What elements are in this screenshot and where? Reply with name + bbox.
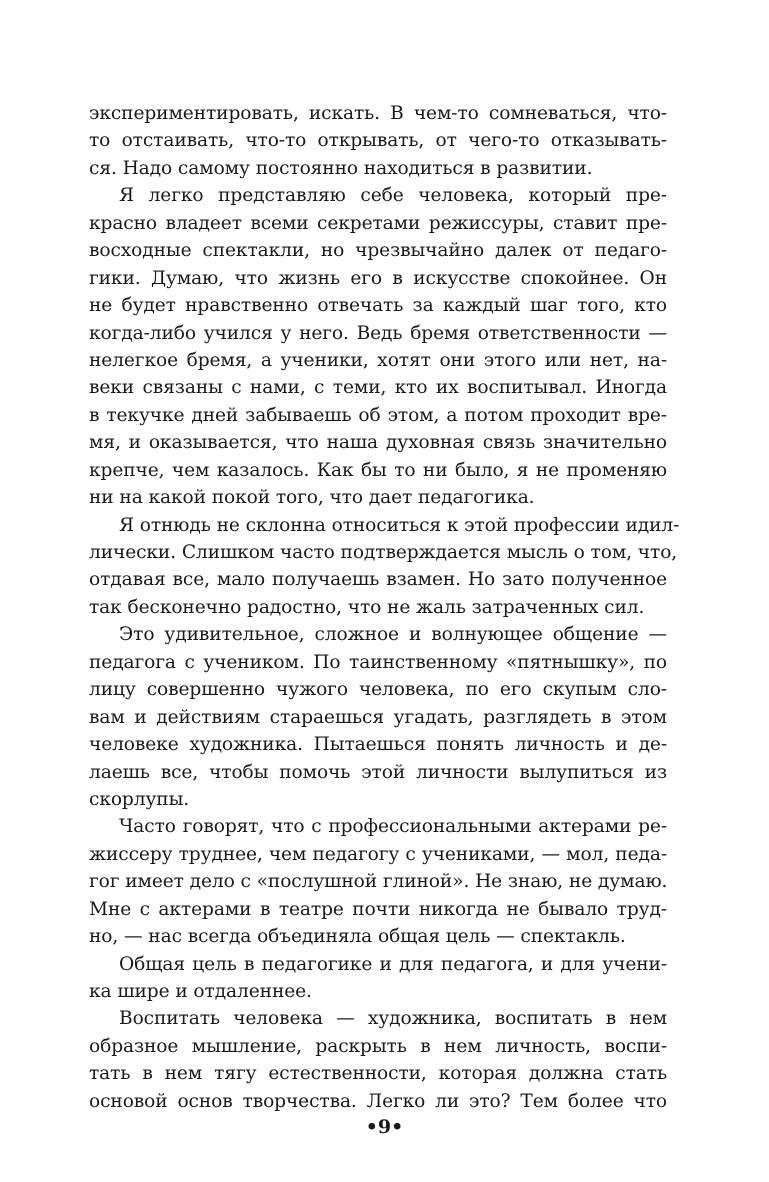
text-line: гики. Думаю, что жизнь его в искусстве спокойнее. Он: [89, 267, 667, 289]
text-line: но, — нас всегда объединяла общая цель — спектакль.: [89, 926, 626, 948]
text-line: лаешь все, чтобы помочь этой личности вылупиться из: [89, 761, 667, 783]
text-line: ся. Надо самому постоянно находиться в развитии.: [89, 157, 593, 179]
text-line: Я легко представляю себе человека, который пре-: [119, 185, 667, 207]
text-line: человеке художника. Пытаешься понять личность и де-: [89, 734, 667, 756]
text-line: так бесконечно радостно, что не жаль затраченных сил.: [89, 596, 645, 618]
text-line: не будет нравственно отвечать за каждый шаг того, кто: [89, 295, 667, 317]
text-line: педагога с учеником. По таинственному «пятнышку», по: [89, 651, 667, 673]
text-line: Это удивительное, сложное и волнующее общение —: [119, 624, 667, 646]
text-line: ни на какой покой того, что дает педагогика.: [89, 487, 535, 509]
paragraph-4: [89, 621, 667, 813]
text-line: Воспитать человека — художника, воспитать в нем: [119, 1008, 667, 1030]
text-line: основой основ творчества. Легко ли это? Тем более что: [89, 1090, 667, 1112]
text-line: экспериментировать, искать. В чем-то сомневаться, что-: [89, 103, 667, 124]
text-line: когда-либо учился у него. Ведь бремя ответственности —: [89, 322, 667, 344]
text-line: Общая цель в педагогике и для педагога, и для учени-: [119, 953, 667, 975]
text-line: образное мышление, раскрыть в нем личность, воспи-: [89, 1035, 667, 1057]
paragraph-7: [89, 1005, 667, 1115]
text-line: Мне с актерами в театре почти никогда не бывало труд-: [89, 898, 667, 920]
text-line: красно владеет всеми секретами режиссуры, ставит пре-: [89, 212, 667, 234]
text-line: крепче, чем казалось. Как бы то ни было, я не променяю: [89, 459, 667, 481]
text-line: нелегкое бремя, а ученики, хотят они этого или нет, на-: [89, 349, 667, 371]
paragraph-6: [89, 951, 667, 1006]
text-line: восходные спектакли, но чрезвычайно далек от педаго-: [89, 240, 667, 262]
text-line: жиссеру труднее, чем педагогу с учениками, — мол, педа-: [89, 843, 667, 865]
text-line: в текучке дней забываешь об этом, а потом проходит вре-: [89, 404, 667, 426]
page-number: •9•: [365, 1116, 404, 1138]
text-line: мя, и оказывается, что наша духовная связь значительно: [89, 432, 667, 454]
text-line: ка шире и отдаленнее.: [89, 981, 312, 1002]
paragraph-3: [89, 512, 680, 622]
paragraph-5: [89, 813, 667, 950]
page-body: [89, 100, 680, 1115]
text-line: тать в нем тягу естественности, которая должна стать: [89, 1063, 667, 1085]
text-line: скорлупы.: [89, 788, 190, 810]
text-line: отдавая все, мало получаешь взамен. Но зато полученное: [89, 569, 667, 591]
text-line: вам и действиям стараешься угадать, разглядеть в этом: [89, 706, 667, 728]
text-line: Часто говорят, что с профессиональными актерами ре-: [119, 816, 667, 838]
text-line: веки связаны с нами, с теми, кто их воспитывал. Иногда: [89, 377, 667, 399]
paragraph-2: [89, 182, 667, 511]
text-line: гог имеет дело с «послушной глиной». Не знаю, не думаю.: [89, 871, 668, 893]
text-line: то отстаивать, что-то открывать, от чего-то отказывать-: [89, 130, 667, 152]
text-line: лически. Слишком часто подтверждается мысль о том, что,: [89, 542, 678, 563]
text-line: лицу совершенно чужого человека, по его скупым сло-: [89, 679, 667, 701]
text-line: Я отнюдь не склонна относиться к этой профессии идил-: [119, 514, 680, 536]
paragraph-1: [89, 100, 667, 182]
